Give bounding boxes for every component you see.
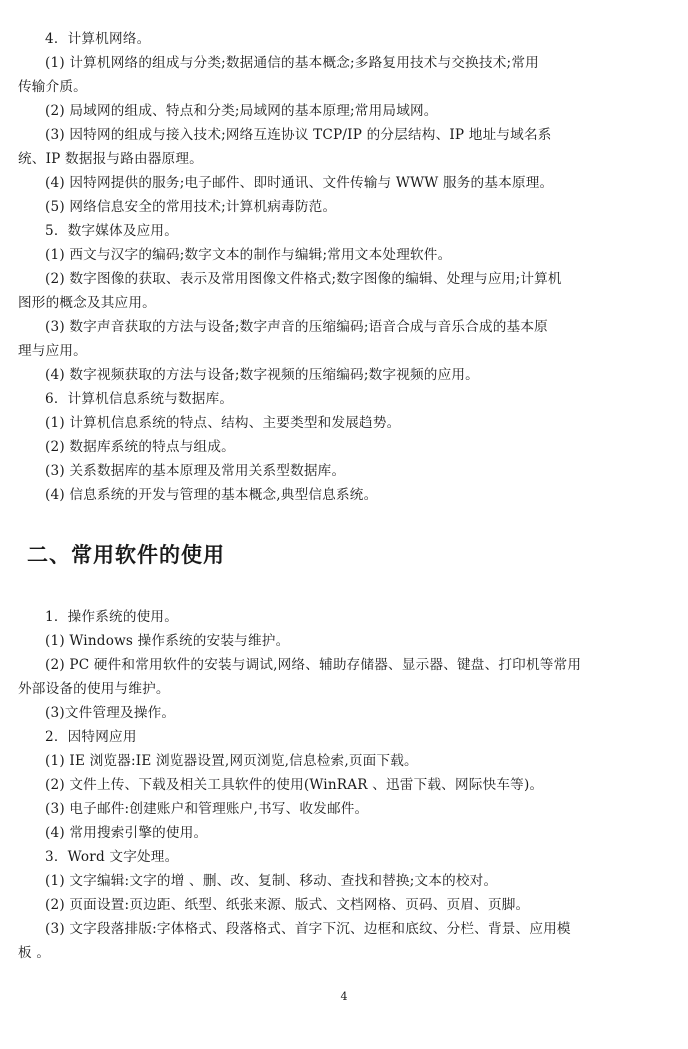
paragraph-line: (1) Windows 操作系统的安装与维护。 <box>45 633 290 649</box>
item-heading-6: 6．计算机信息系统与数据库。 <box>45 391 234 407</box>
item-heading-4: 4．计算机网络。 <box>45 31 151 47</box>
item-heading-5: 5．数字媒体及应用。 <box>45 223 178 239</box>
paragraph-line: (3) 关系数据库的基本原理及常用关系型数据库。 <box>45 463 346 479</box>
paragraph-line: 板 。 <box>18 945 51 961</box>
paragraph-line: (2) 数据库系统的特点与组成。 <box>45 439 235 455</box>
paragraph-line: 传输介质。 <box>18 79 87 95</box>
paragraph-line: (3) 数字声音获取的方法与设备;数字声音的压缩编码;语音合成与音乐合成的基本原 <box>45 319 548 335</box>
paragraph-line: (4) 数字视频获取的方法与设备;数字视频的压缩编码;数字视频的应用。 <box>45 367 479 383</box>
paragraph-line: (1) IE 浏览器:IE 浏览器设置,网页浏览,信息检索,页面下载。 <box>45 753 418 769</box>
paragraph-line: (2) 页面设置:页边距、纸型、纸张来源、版式、文档网格、页码、页眉、页脚。 <box>45 897 530 913</box>
paragraph-line: (4) 因特网提供的服务;电子邮件、即时通讯、文件传输与 WWW 服务的基本原理。 <box>45 175 554 191</box>
paragraph-line: (1) 计算机网络的组成与分类;数据通信的基本概念;多路复用技术与交换技术;常用 <box>45 55 539 71</box>
paragraph-line: (5) 网络信息安全的常用技术;计算机病毒防范。 <box>45 199 337 215</box>
paragraph-line: (2) PC 硬件和常用软件的安装与调试,网络、辅助存储器、显示器、键盘、打印机等常用 <box>45 657 582 673</box>
paragraph-line: 统、IP 数据报与路由器原理。 <box>18 151 203 167</box>
paragraph-line: (2) 数字图像的获取、表示及常用图像文件格式;数字图像的编辑、处理与应用;计算机 <box>45 271 562 287</box>
paragraph-line: 理与应用。 <box>18 343 87 359</box>
paragraph-line: (3) 电子邮件:创建账户和管理账户,书写、收发邮件。 <box>45 801 369 817</box>
paragraph-line: (1) 西文与汉字的编码;数字文本的制作与编辑;常用文本处理软件。 <box>45 247 452 263</box>
paragraph-line: 图形的概念及其应用。 <box>18 295 156 311</box>
paragraph-line: (3) 因特网的组成与接入技术;网络互连协议 TCP/IP 的分层结构、IP 地址与域名系 <box>45 127 552 143</box>
item-heading-3: 3．Word 文字处理。 <box>45 849 179 865</box>
paragraph-line: (1) 计算机信息系统的特点、结构、主要类型和发展趋势。 <box>45 415 401 431</box>
page-number: 4 <box>340 990 348 1003</box>
section-heading: 二、常用软件的使用 <box>27 543 225 567</box>
paragraph-line: (3)文件管理及操作。 <box>45 705 176 721</box>
item-heading-1: 1．操作系统的使用。 <box>45 609 178 625</box>
item-heading-2: 2．因特网应用 <box>45 729 137 745</box>
paragraph-line: (1) 文字编辑:文字的增 、删、改、复制、移动、查找和替换;文本的校对。 <box>45 873 498 889</box>
paragraph-line: (3) 文字段落排版:字体格式、段落格式、首字下沉、边框和底纹、分栏、背景、应用模 <box>45 921 571 937</box>
paragraph-line: (4) 信息系统的开发与管理的基本概念,典型信息系统。 <box>45 487 378 503</box>
paragraph-line: (4) 常用搜索引擎的使用。 <box>45 825 208 841</box>
paragraph-line: (2) 文件上传、下载及相关工具软件的使用(WinRAR 、迅雷下载、网际快车等)。 <box>45 777 544 793</box>
paragraph-line: (2) 局域网的组成、特点和分类;局域网的基本原理;常用局域网。 <box>45 103 438 119</box>
paragraph-line: 外部设备的使用与维护。 <box>18 681 170 697</box>
